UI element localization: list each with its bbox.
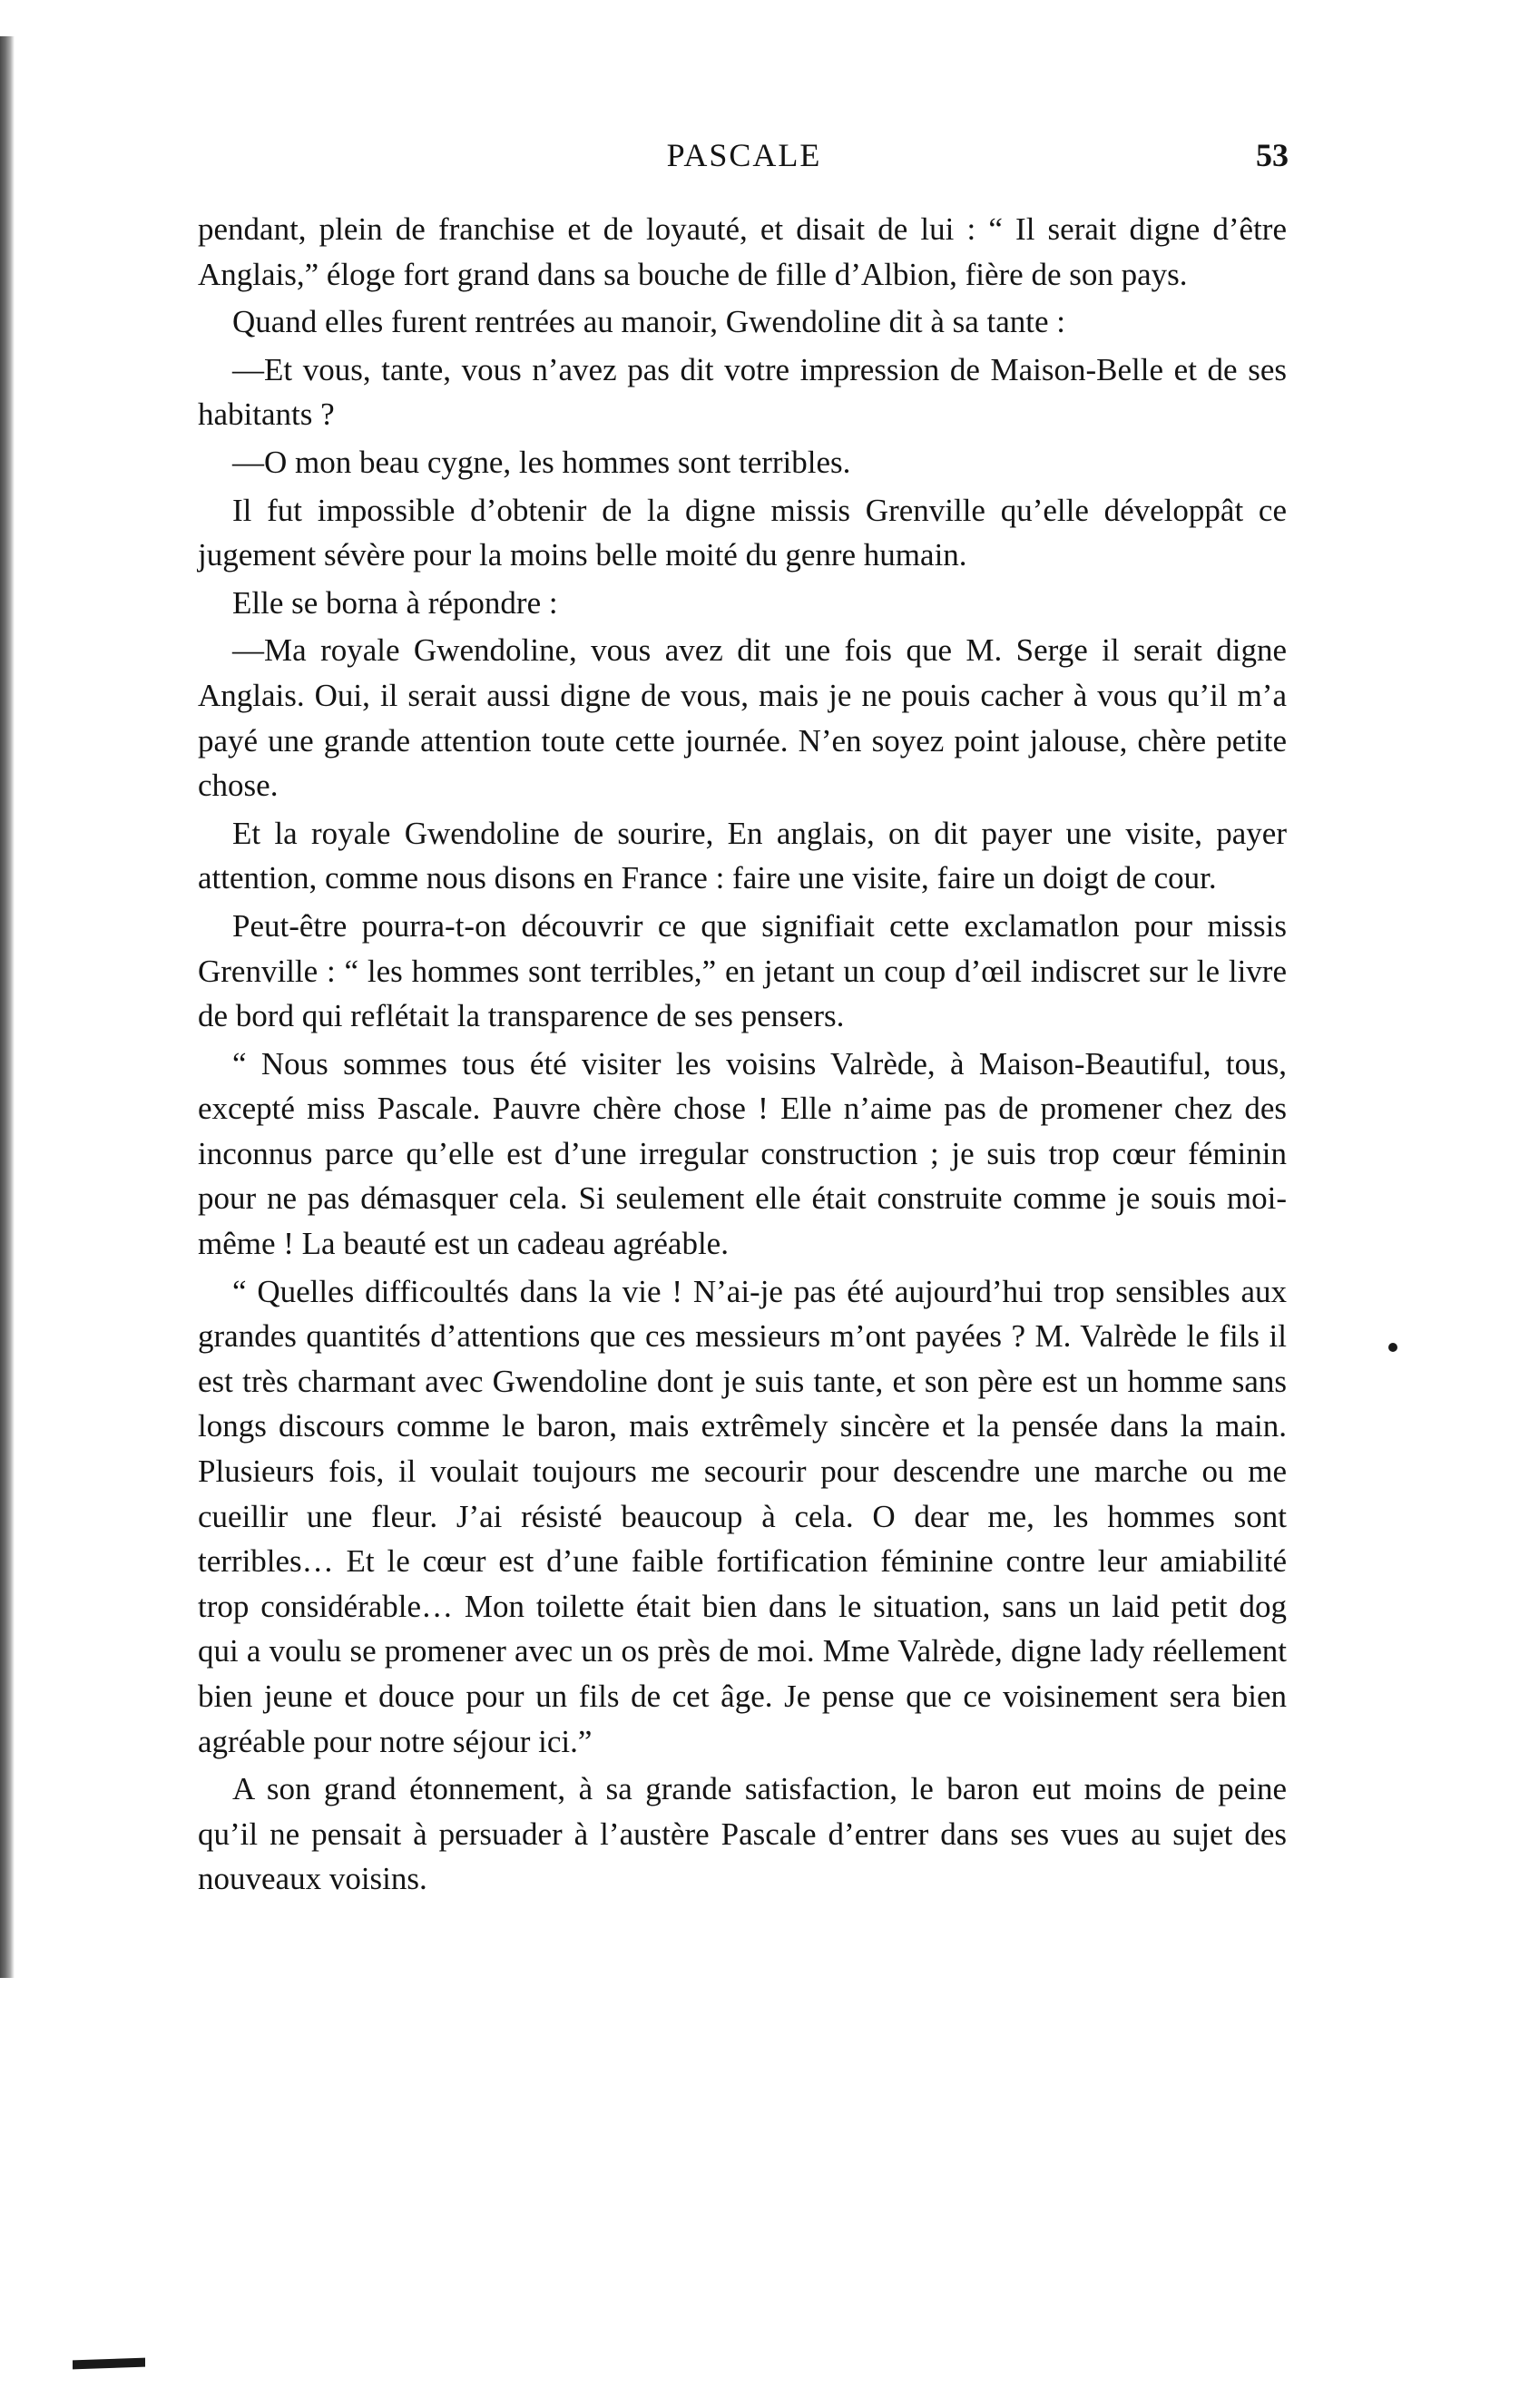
paragraph: A son grand étonnement, à sa grande satisfaction, le baron eut moins de peine qu’il ne pensait à persuader à l’austère Pascale d’entrer dans ses vues au sujet des nouveaux voisins. xyxy=(198,1771,1287,1897)
paragraph: “ Quelles difficoultés dans la vie ! N’ai-je pas été aujourd’hui trop sensibles aux grandes quantités d’attentions que ces messieurs m’ont payées ? M. Valrède le fils il est très charmant avec Gwendoline dont je suis tante, et son père est un homme sans longs discours comme le baron, mais extrêmely sincère et la pensée dans la main. Plusieurs fois, il voulait toujours me secourir pour descendre une marche ou me cueillir une fleur. J’ai résisté beaucoup à cela. O dear me, les hommes sont terribles… Et le cœur est d’une faible fortification féminine contre leur amiabilité trop considérable… Mon toilette était bien dans le situation, sans un laid petit dog qui a voulu se promener avec un os près de moi. Mme Valrède, digne lady réellement bien jeune et douce pour un fils de cet âge. Je pense que ce voisinement sera bien agréable pour notre séjour ici.” xyxy=(198,1273,1287,1759)
page-number: 53 xyxy=(1256,137,1289,173)
running-title: PASCALE xyxy=(666,137,822,173)
body-text xyxy=(198,207,1287,1904)
paragraph: Peut-être pourra-t-on découvrir ce que signifiait cette exclamatlon pour missis Grenville : “ les hommes sont terribles,” en jetant un coup d’œil indiscret sur le livre de bord qui reflétait la transparence de ses pensers. xyxy=(198,907,1287,1034)
page-header xyxy=(200,136,1289,191)
paragraph: —Et vous, tante, vous n’avez pas dit votre impression de Maison-Belle et de ses habitants ? xyxy=(198,351,1287,433)
paragraph: Et la royale Gwendoline de sourire, En anglais, on dit payer une visite, payer attention, comme nous disons en France : faire une visite, faire un doigt de cour. xyxy=(198,815,1287,896)
ink-speck xyxy=(1388,1343,1397,1352)
paragraph: Il fut impossible d’obtenir de la digne missis Grenville qu’elle développât ce jugement sévère pour la moins belle moité du genre humain. xyxy=(198,492,1287,573)
paragraph: Quand elles furent rentrées au manoir, Gwendoline dit à sa tante : xyxy=(232,304,1065,340)
paragraph: —Ma royale Gwendoline, vous avez dit une fois que M. Serge il serait digne Anglais. Oui, il serait aussi digne de vous, mais je ne pouis cacher à vous qu’il m’a payé une grande attention toute cette journée. N’en soyez point jalouse, chère petite chose. xyxy=(198,632,1287,804)
paragraph: —O mon beau cygne, les hommes sont terribles. xyxy=(232,444,851,480)
corner-ink-mark xyxy=(73,2358,145,2370)
binding-edge-shadow xyxy=(0,36,15,1978)
paragraph: Elle se borna à répondre : xyxy=(232,584,558,621)
paragraph: pendant, plein de franchise et de loyauté, et disait de lui : “ Il serait digne d’être Anglais,” éloge fort grand dans sa bouche de fille d’Albion, fière de son pays. xyxy=(198,211,1287,292)
paragraph: “ Nous sommes tous été visiter les voisins Valrède, à Maison-Beautiful, tous, excepté miss Pascale. Pauvre chère chose ! Elle n’aime pas de promener chez des inconnus parce qu’elle est d’une irregular construction ; je suis trop cœur féminin pour ne pas démasquer cela. Si seulement elle était construite comme je souis moi-même ! La beauté est un cadeau agréable. xyxy=(198,1045,1287,1262)
